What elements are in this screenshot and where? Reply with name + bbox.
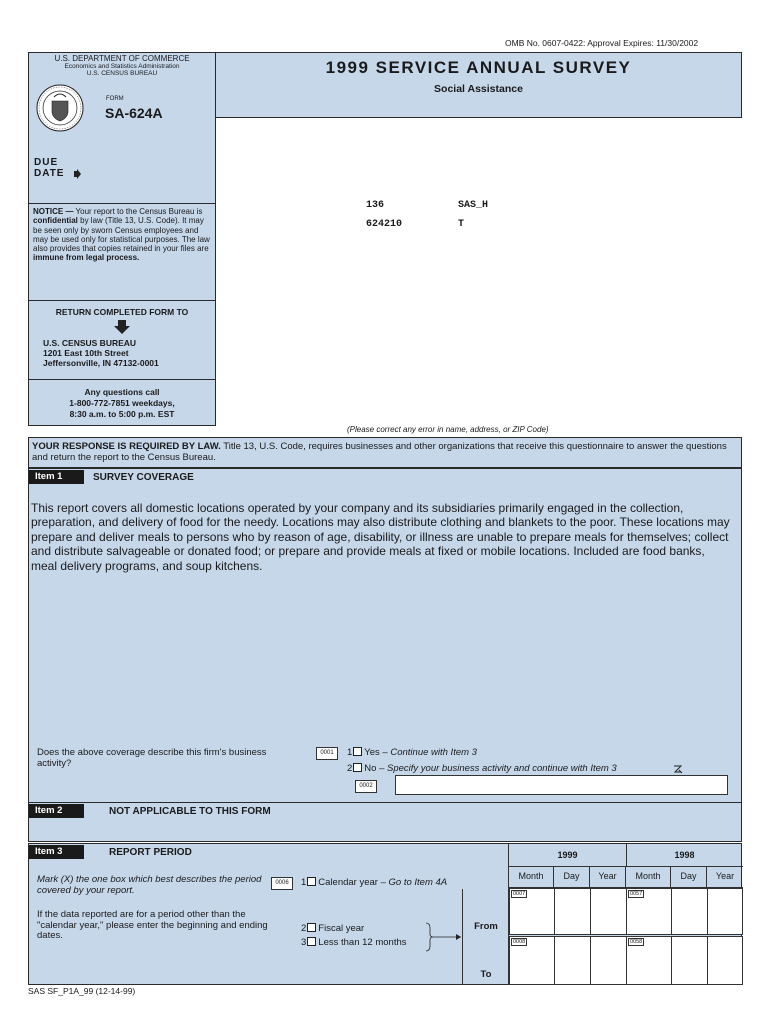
to-day-1999[interactable]	[554, 936, 591, 985]
opt1-instruction: Go to Item 4A	[388, 877, 448, 888]
questions-line-1: Any questions call	[84, 387, 160, 397]
questions-block	[28, 379, 216, 426]
omb-number: OMB No. 0607-0422: Approval Expires: 11/30/2002	[505, 38, 699, 48]
survey-title: 1999 SERVICE ANNUAL SURVEY	[325, 58, 632, 77]
no-label: No –	[364, 763, 388, 774]
return-address	[43, 338, 159, 368]
address-line-3: Jeffersonville, IN 47132-0001	[43, 358, 159, 368]
notice-confidential: confidential	[33, 216, 78, 226]
brace-arrow-icon	[424, 922, 466, 952]
code-0058: 0058	[630, 939, 643, 945]
label-code-d: T	[458, 219, 465, 230]
dept-sub: Economics and Statistics Administration	[64, 63, 180, 70]
from-day-1999[interactable]	[554, 888, 591, 935]
yes-instruction: Continue with Item 3	[390, 747, 477, 758]
yes-checkbox[interactable]	[353, 747, 362, 756]
phone-number: 1-800-772-7851 weekdays,	[69, 398, 175, 408]
return-heading: RETURN COMPLETED FORM TO	[55, 307, 189, 317]
opt2-number: 2	[301, 923, 307, 934]
survey-subtitle: Social Assistance	[434, 83, 523, 95]
item3-section	[28, 843, 742, 985]
col-month-1998: Month	[626, 866, 671, 888]
due-date-label: DUE DATE	[34, 157, 65, 179]
less-than-12-option[interactable]	[301, 937, 407, 948]
form-footer-code: SAS SF_P1A_99 (12-14-99)	[28, 986, 136, 996]
no-instruction: Specify your business activity and continue with Item 3	[387, 763, 617, 774]
calendar-year-option[interactable]	[301, 877, 447, 888]
code-0057: 0057	[630, 891, 643, 897]
hours: 8:30 a.m. to 5:00 p.m. EST	[69, 409, 175, 419]
col-day-1999: Day	[554, 866, 590, 888]
opt2-label: Fiscal year	[318, 923, 365, 934]
address-line-1: U.S. CENSUS BUREAU	[43, 338, 137, 348]
less-than-12-checkbox[interactable]	[307, 937, 316, 946]
item1-title: SURVEY COVERAGE	[93, 472, 194, 483]
year-1999-header: 1999	[509, 844, 627, 867]
correct-error-note: (Please correct any error in name, address, or ZIP Code)	[347, 425, 549, 434]
code-0008: 0008	[513, 939, 526, 945]
item3-title: REPORT PERIOD	[109, 847, 192, 858]
fiscal-year-checkbox[interactable]	[307, 923, 316, 932]
label-code-a: 136	[366, 200, 385, 211]
to-month-1998[interactable]	[626, 936, 672, 985]
no-option[interactable]	[347, 763, 617, 774]
mark-instruction: Mark (X) the one box which best describes the period covered by your report.	[37, 874, 262, 896]
from-to-column	[462, 889, 510, 985]
item1-tab: Item 1	[29, 470, 84, 484]
from-year-1999[interactable]	[590, 888, 627, 935]
item2-tab: Item 2	[29, 804, 84, 818]
item1-section	[28, 468, 742, 803]
label-code-c: 624210	[366, 219, 403, 230]
response-bold: YOUR RESPONSE IS REQUIRED BY LAW.	[32, 441, 221, 452]
no-checkbox[interactable]	[353, 763, 362, 772]
notice-lead: NOTICE —	[33, 207, 74, 216]
item-code-0001: 0001	[316, 747, 338, 760]
arrow-right-icon	[73, 169, 81, 179]
item-code-0006: 0006	[271, 877, 293, 890]
return-address-block	[28, 300, 216, 380]
coverage-question: Does the above coverage describe this firm's business activity?	[37, 747, 267, 769]
from-year-1998[interactable]	[707, 888, 743, 935]
item2-title: NOT APPLICABLE TO THIS FORM	[109, 806, 271, 817]
item3-tab: Item 3	[29, 845, 84, 859]
code-0007: 0007	[513, 891, 526, 897]
arrow-down-right-icon	[673, 764, 683, 774]
item-code-0002: 0002	[355, 780, 377, 793]
col-year-1998: Year	[707, 866, 743, 888]
label-code-b: SAS_H	[458, 200, 489, 211]
response-required	[28, 437, 742, 468]
no-number: 2	[347, 763, 353, 774]
to-year-1998[interactable]	[707, 936, 743, 985]
fiscal-year-option[interactable]	[301, 923, 364, 934]
response-text: Title 13, U.S. Code, requires businesses and other organizations that receive this questionnaire to answer the questions and return the report to the Census Bureau.	[32, 441, 727, 463]
from-month-1998[interactable]	[626, 888, 672, 935]
dept-name: U.S. DEPARTMENT OF COMMERCE	[54, 54, 190, 63]
opt1-number: 1	[301, 877, 307, 888]
other-period-instruction: If the data reported are for a period other than the "calendar year," please enter the beginning and ending dates.	[37, 909, 268, 941]
calendar-year-checkbox[interactable]	[307, 877, 316, 886]
arrow-down-icon	[114, 320, 130, 334]
from-day-1998[interactable]	[671, 888, 708, 935]
opt1-label: Calendar year –	[318, 877, 389, 888]
address-line-2: 1201 East 10th Street	[43, 348, 129, 358]
opt3-label: Less than 12 months	[318, 937, 407, 948]
col-day-1998: Day	[671, 866, 707, 888]
form-label: FORM	[106, 96, 124, 102]
agency-block	[28, 52, 216, 204]
to-label: To	[480, 969, 492, 980]
notice-immune: immune from legal process.	[33, 253, 140, 263]
year-1998-header: 1998	[626, 844, 743, 867]
confidentiality-notice	[28, 203, 216, 301]
business-activity-input[interactable]	[395, 775, 728, 795]
from-month-1999[interactable]	[509, 888, 555, 935]
notice-text: Your report to the Census Bureau is	[73, 207, 203, 216]
item1-body: This report covers all domestic locations operated by your company and its subsidiaries primarily engaged in the collection, preparation, and delivery of food for the needy. Locations may also distribute clothing and blankets to the poor. These locations may prepare and deliver meals to persons who by reason of age, disability, or illness are unable to prepare meals for themselves; collect and distribute salvageable or donated food; or prepare and provide meals at fixed or mobile locations. Included are food banks, meal delivery programs, and soup kitchens.	[31, 501, 730, 573]
form-number: SA-624A	[105, 105, 163, 121]
notice-text-2: by law (Title 13, U.S. Code). It may be seen only by sworn Census employees and may be used only for statistical purposes. The law also provides that copies retained in your files are	[33, 216, 210, 254]
commerce-seal-icon	[35, 83, 85, 133]
col-month-1999: Month	[509, 866, 554, 888]
to-year-1999[interactable]	[590, 936, 627, 985]
date-grid	[508, 844, 743, 985]
from-label: From	[474, 921, 498, 932]
yes-number: 1	[347, 747, 353, 758]
dept-bureau: U.S. CENSUS BUREAU	[86, 70, 158, 77]
opt3-number: 3	[301, 937, 307, 948]
col-year-1999: Year	[590, 866, 626, 888]
to-day-1998[interactable]	[671, 936, 708, 985]
yes-label: Yes –	[364, 747, 391, 758]
title-block	[215, 52, 742, 118]
to-month-1999[interactable]	[509, 936, 555, 985]
yes-option[interactable]	[347, 747, 477, 758]
item2-section	[28, 802, 742, 842]
